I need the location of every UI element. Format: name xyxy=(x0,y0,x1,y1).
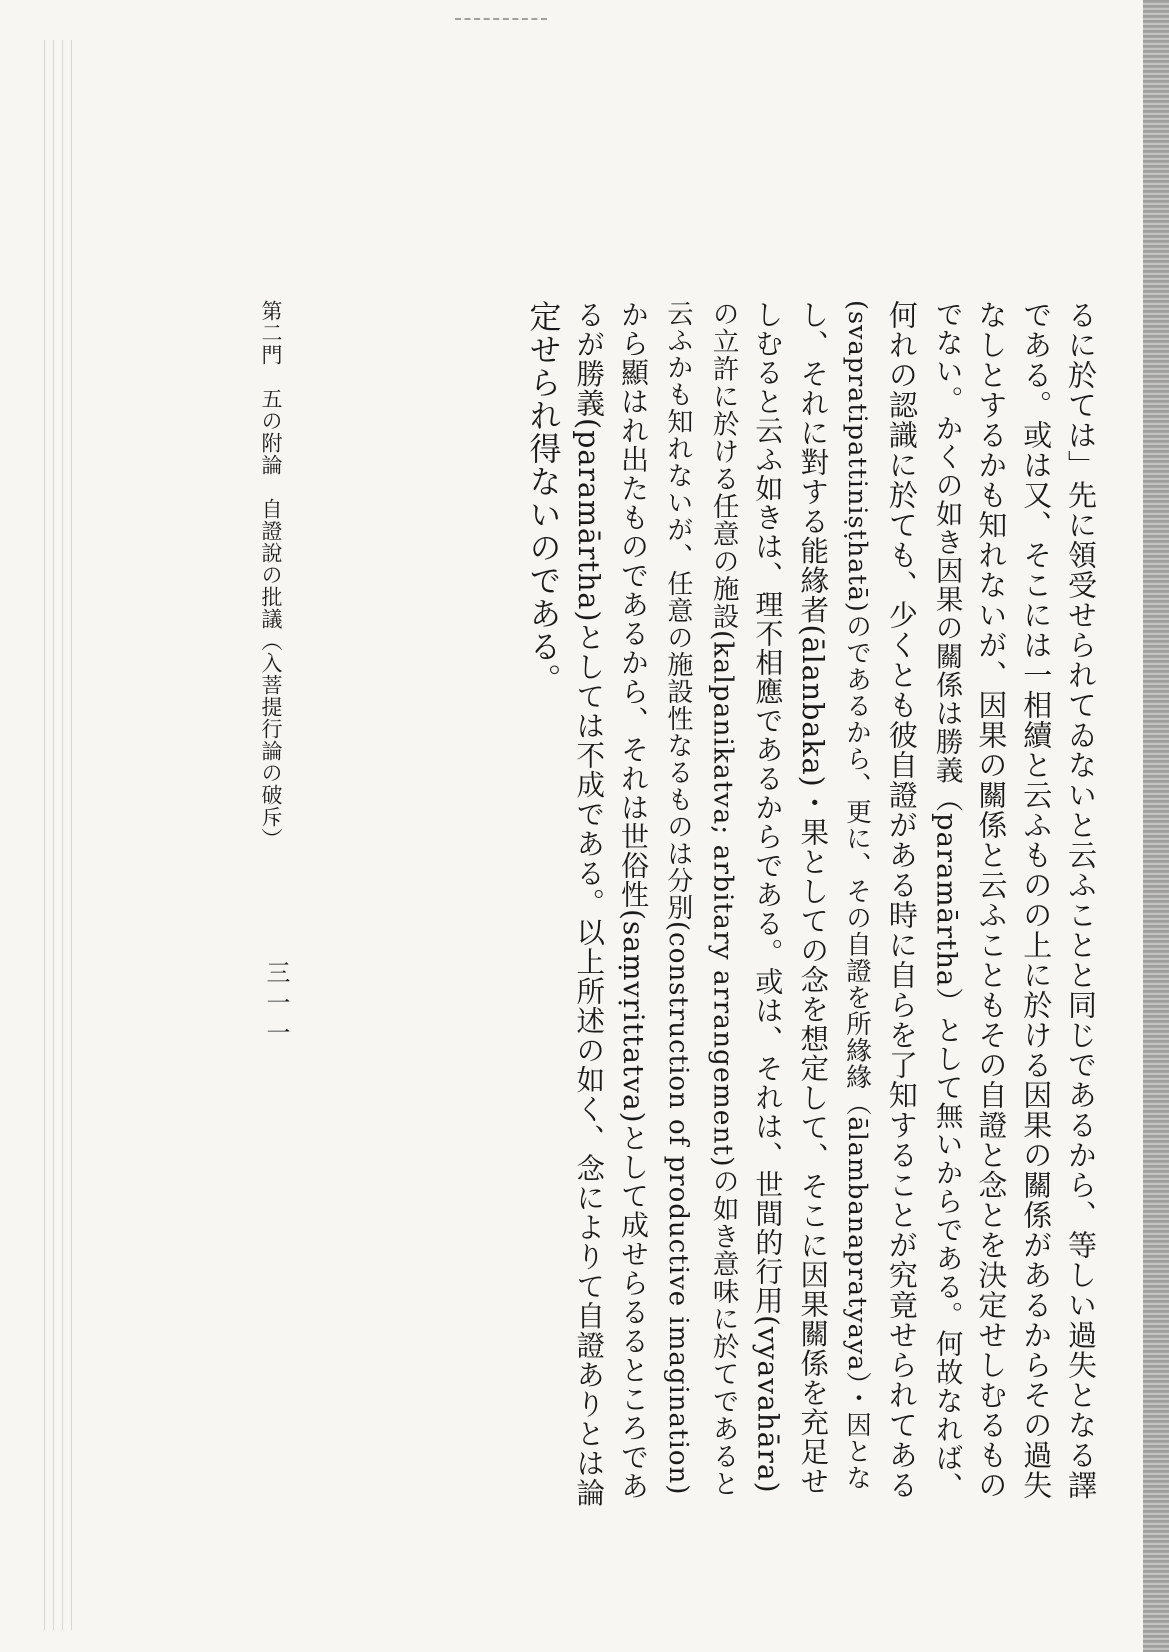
running-head: 第二門 五の附論 自證說の批議（入菩提行論の破斥） xyxy=(259,300,283,850)
text-line: でない。かくの如き因果の關係は勝義（paramārtha）として無いからである。何故なれば、 xyxy=(930,300,963,1501)
page-number: 三一一 xyxy=(262,960,290,1050)
body-text xyxy=(321,300,1101,1510)
text-line: 何れの認識に於ても、少くとも彼自證がある時に自らを了知することが究竟せられてある xyxy=(884,300,919,1500)
text-line: (svapratipattiniṣṭhatā)のであるから、更に、その自證を所緣緣（ālambanapratyaya）・因とな xyxy=(842,300,873,1492)
text-line: し、それに對する能緣者(ālanbaka)・果としての念を想定して、そこに因果關係を充足せ xyxy=(796,300,830,1496)
text-line: の立許に於ける任意の施設(kalpanikatva; arbitary arrangement)の如き意味に於てであると xyxy=(707,300,739,1498)
page-edge-shadow xyxy=(1143,0,1169,1652)
text-line: から顯はれ出たものであるから、それは世俗性(saṃvṛittatva)として成せらるるところであ xyxy=(617,300,651,1501)
text-line: るに於ては」先に領受せられてゐないと云ふことと同じであるから、等しい過失となる譯 xyxy=(1064,300,1098,1500)
text-line: 云ふかも知れないが、任意の施設性なるものは分別(construction of productive imagination) xyxy=(662,300,693,1496)
text-line: である。或は又、そこには一相續と云ふものの上に於ける因果の關係があるからその過失 xyxy=(1019,300,1054,1500)
text-line: なしとするかも知れないが、因果の關係と云ふこともその自證と念とを決定せしむるもの xyxy=(974,300,1009,1500)
top-scan-mark xyxy=(455,18,547,20)
text-line: るが勝義(paramārtha)としては不成である。以上所述の如く、念によりて自證ありとは論 xyxy=(572,300,606,1508)
text-line: 定せられ得ないのである。 xyxy=(524,300,563,696)
text-line: しむると云ふ如きは、理不相應であるからである。或は、それは、世間的行用(vyavahāra) xyxy=(751,300,785,1494)
binding-shadow xyxy=(40,40,74,1630)
